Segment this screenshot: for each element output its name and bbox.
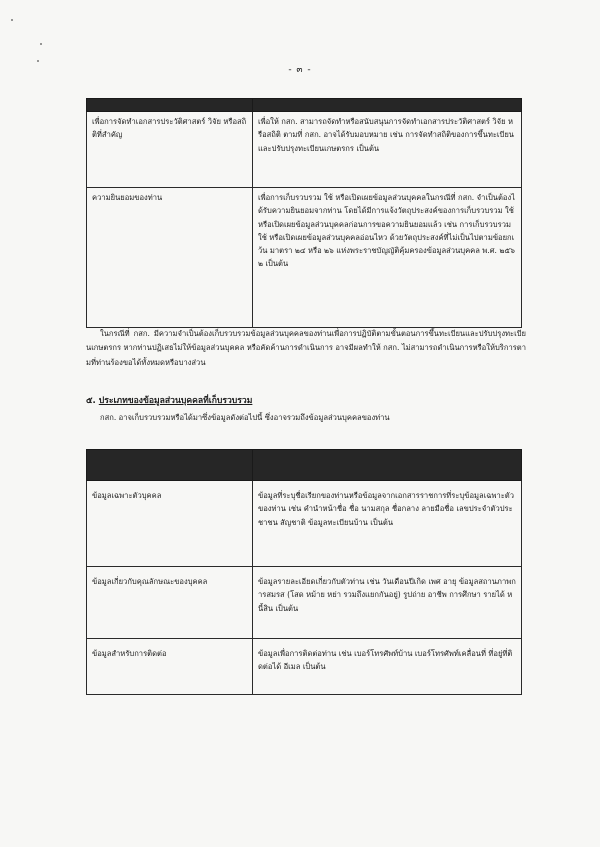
- table-header-bar: [87, 450, 522, 481]
- table-cell-detail: เพื่อการเก็บรวบรวม ใช้ หรือเปิดเผยข้อมูลส่วนบุคคลในกรณีที่ กสก. จำเป็นต้องได้รับความยินยอมจากท่าน โดยได้มีการแจ้งวัตถุประสงค์ของการเก็บรวบรวม ใช้ หรือเปิดเผยข้อมูลส่วนบุคคลก่อนการขอความยินยอมแล้ว เช่น การเก็บรวบรวม ใช้ หรือเปิดเผยข้อมูลส่วนบุคคลอ่อนไหว ด้วยวัตถุประสงค์ที่ไม่เป็นไปตามข้อยกเว้น มาตรา ๒๔ หรือ ๒๖ แห่งพระราชบัญญัติคุ้มครองข้อมูลส่วนบุคคล พ.ศ. ๒๕๖๒ เป็นต้น: [253, 188, 522, 328]
- table-cell-label: เพื่อการจัดทำเอกสารประวัติศาสตร์ วิจัย หรือสถิติที่สำคัญ: [87, 112, 253, 188]
- table-row: [87, 481, 522, 567]
- section-number: ๕.: [86, 396, 96, 406]
- table-cell-label: ข้อมูลเกี่ยวกับคุณลักษณะของบุคคล: [87, 567, 253, 639]
- scan-speck: [11, 19, 13, 21]
- table-row: [87, 188, 522, 328]
- section-intro: กสก. อาจเก็บรวบรวมหรือได้มาซึ่งข้อมูลดังต่อไปนี้ ซึ่งอาจรวมถึงข้อมูลส่วนบุคคลของท่าน: [100, 413, 390, 422]
- table-cell-label: ข้อมูลสำหรับการติดต่อ: [87, 639, 253, 695]
- table-row: [87, 639, 522, 695]
- purpose-table: [86, 98, 522, 328]
- table-row: [87, 567, 522, 639]
- table-cell-label: ข้อมูลเฉพาะตัวบุคคล: [87, 481, 253, 567]
- page-number: - ๓ -: [288, 65, 312, 75]
- table-cell-detail: ข้อมูลที่ระบุชื่อเรียกของท่านหรือข้อมูลจากเอกสารราชการที่ระบุข้อมูลเฉพาะตัวของท่าน เช่น คำนำหน้าชื่อ ชื่อ นามสกุล ชื่อกลาง ลายมือชื่อ เลขประจำตัวประชาชน สัญชาติ ข้อมูลทะเบียนบ้าน เป็นต้น: [253, 481, 522, 567]
- section-heading: [86, 395, 526, 409]
- table-cell-detail: ข้อมูลรายละเอียดเกี่ยวกับตัวท่าน เช่น วันเดือนปีเกิด เพศ อายุ ข้อมูลสถานภาพการสมรส (โสด หม้าย หย่า รวมถึงแยกกันอยู่) รูปถ่าย อาชีพ การศึกษา รายได้ หนี้สิน เป็นต้น: [253, 567, 522, 639]
- section-title: ประเภทของข้อมูลส่วนบุคคลที่เก็บรวบรวม: [98, 396, 253, 406]
- table-header-bar: [87, 99, 522, 112]
- table-cell-detail: เพื่อให้ กสก. สามารถจัดทำหรือสนับสนุนการจัดทำเอกสารประวัติศาสตร์ วิจัย หรือสถิติ ตามที่ กสก. อาจได้รับมอบหมาย เช่น การจัดทำสถิติของการขึ้นทะเบียนและปรับปรุงทะเบียนเกษตรกร เป็นต้น: [253, 112, 522, 188]
- scan-speck: [40, 43, 42, 45]
- table-row: [87, 112, 522, 188]
- table-cell-detail: ข้อมูลเพื่อการติดต่อท่าน เช่น เบอร์โทรศัพท์บ้าน เบอร์โทรศัพท์เคลื่อนที่ ที่อยู่ที่ติดต่อได้ อีเมล เป็นต้น: [253, 639, 522, 695]
- body-paragraph: ในกรณีที่ กสก. มีความจำเป็นต้องเก็บรวบรวมข้อมูลส่วนบุคคลของท่านเพื่อการปฏิบัติตามขั้นตอนการขึ้นทะเบียนและปรับปรุงทะเบียนเกษตรกร หากท่านปฏิเสธไม่ให้ข้อมูลส่วนบุคคล หรือคัดค้านการดำเนินการ อาจมีผลทำให้ กสก. ไม่สามารถดำเนินการหรือให้บริการตามที่ท่านร้องขอได้ทั้งหมดหรือบางส่วน: [86, 329, 526, 367]
- table-cell-label: ความยินยอมของท่าน: [87, 188, 253, 328]
- data-types-table: [86, 449, 522, 695]
